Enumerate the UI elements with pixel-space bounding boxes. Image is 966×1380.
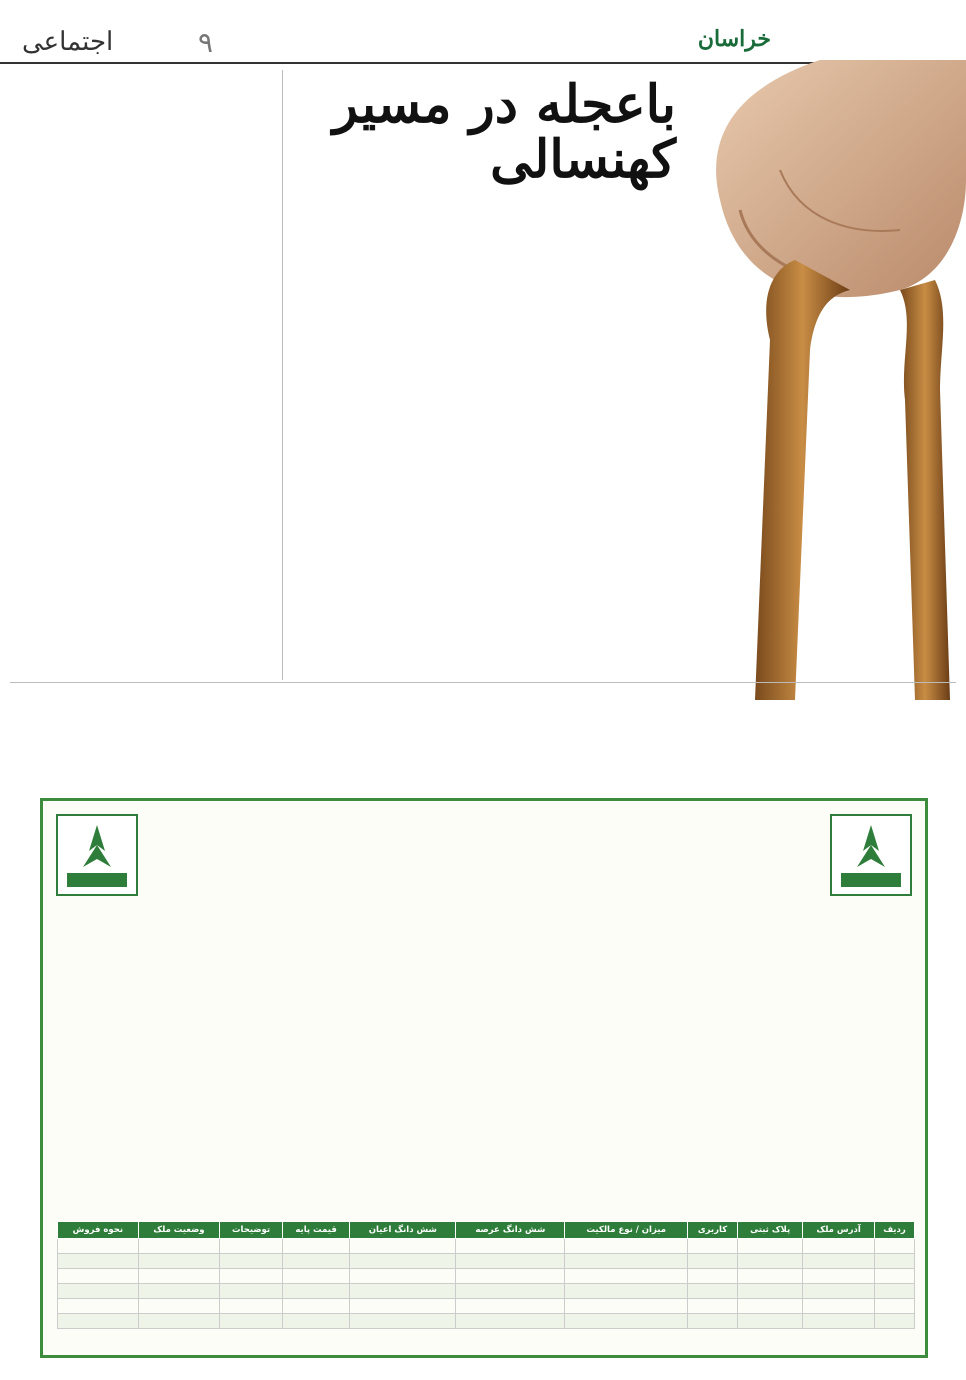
table-cell — [282, 1299, 349, 1314]
table-cell — [282, 1254, 349, 1269]
table-cell — [282, 1269, 349, 1284]
table-cell — [350, 1269, 456, 1284]
table-cell — [565, 1314, 688, 1329]
table-row — [58, 1299, 915, 1314]
table-row — [58, 1254, 915, 1269]
table-body — [58, 1239, 915, 1329]
section-title: اجتماعی — [22, 27, 114, 57]
table-cell — [58, 1239, 139, 1254]
table-cell — [737, 1299, 802, 1314]
table-cell — [874, 1299, 914, 1314]
table-cell — [138, 1239, 220, 1254]
table-cell — [737, 1269, 802, 1284]
table-cell — [350, 1314, 456, 1329]
table-header-cell: شش دانگ عرصه — [456, 1222, 565, 1239]
table-header-cell: پلاک ثبتی — [737, 1222, 802, 1239]
table-cell — [803, 1284, 875, 1299]
table-cell — [58, 1269, 139, 1284]
table-cell — [565, 1254, 688, 1269]
table-cell — [874, 1269, 914, 1284]
table-cell — [456, 1314, 565, 1329]
horizontal-divider — [10, 682, 956, 683]
table-cell — [688, 1269, 738, 1284]
article-col-4 — [716, 488, 926, 678]
table-cell — [456, 1239, 565, 1254]
table-header-cell: توضیحات — [220, 1222, 283, 1239]
table-cell — [803, 1254, 875, 1269]
table-header-cell: آدرس ملک — [803, 1222, 875, 1239]
table-cell — [803, 1239, 875, 1254]
table-cell — [456, 1299, 565, 1314]
table-cell — [565, 1239, 688, 1254]
table-cell — [456, 1269, 565, 1284]
table-cell — [688, 1284, 738, 1299]
table-cell — [874, 1254, 914, 1269]
table-cell — [220, 1299, 283, 1314]
table-cell — [565, 1299, 688, 1314]
page-number: ۹ — [197, 25, 213, 59]
hand-shape — [716, 60, 966, 297]
table-cell — [803, 1299, 875, 1314]
table-cell — [456, 1284, 565, 1299]
left-story-1 — [15, 70, 275, 410]
table-header-row — [58, 1222, 915, 1239]
table-cell — [282, 1239, 349, 1254]
table-row — [58, 1239, 915, 1254]
table-cell — [138, 1254, 220, 1269]
table-cell — [138, 1314, 220, 1329]
newspaper-logo: خراسان — [697, 26, 771, 52]
table-cell — [350, 1254, 456, 1269]
table-cell — [688, 1314, 738, 1329]
table-cell — [220, 1284, 283, 1299]
article-col-3 — [271, 205, 401, 675]
table-cell — [350, 1239, 456, 1254]
table-cell — [220, 1269, 283, 1284]
table-cell — [138, 1299, 220, 1314]
page-header — [0, 22, 966, 64]
left-story-2 — [15, 400, 275, 680]
bank-logo-right — [827, 811, 915, 899]
table-header-cell: نحوه فروش — [58, 1222, 139, 1239]
table-header-cell: وضعیت ملک — [138, 1222, 220, 1239]
table-cell — [138, 1269, 220, 1284]
table-header-cell: ردیف — [874, 1222, 914, 1239]
table-header-cell: شش دانگ اعیان — [350, 1222, 456, 1239]
table-cell — [350, 1284, 456, 1299]
table-row — [58, 1314, 915, 1329]
property-table — [57, 1221, 915, 1329]
table-header-cell: قیمت پایه — [282, 1222, 349, 1239]
table-cell — [874, 1314, 914, 1329]
table-cell — [737, 1254, 802, 1269]
table-cell — [58, 1254, 139, 1269]
table-cell — [282, 1284, 349, 1299]
table-cell — [688, 1254, 738, 1269]
table-cell — [220, 1254, 283, 1269]
section-label — [10, 22, 225, 62]
table-cell — [58, 1299, 139, 1314]
table-cell — [565, 1269, 688, 1284]
table-cell — [874, 1239, 914, 1254]
table-cell — [688, 1299, 738, 1314]
table-header-cell: کاربری — [688, 1222, 738, 1239]
table-cell — [874, 1284, 914, 1299]
table-cell — [282, 1314, 349, 1329]
table-row — [58, 1269, 915, 1284]
table-cell — [138, 1284, 220, 1299]
table-cell — [58, 1284, 139, 1299]
table-cell — [737, 1314, 802, 1329]
table-cell — [737, 1239, 802, 1254]
table-cell — [803, 1269, 875, 1284]
table-cell — [350, 1299, 456, 1314]
science-story — [15, 688, 955, 788]
article-col-1 — [556, 205, 696, 675]
bank-logo-left — [53, 811, 141, 899]
auction-ad — [40, 798, 928, 1358]
main-headline: باعجله در مسیر کهنسالی — [332, 74, 676, 190]
column-divider — [282, 70, 283, 680]
article-col-2 — [411, 205, 546, 675]
table-cell — [220, 1314, 283, 1329]
table-cell — [565, 1284, 688, 1299]
table-cell — [803, 1314, 875, 1329]
table-cell — [220, 1239, 283, 1254]
ad-conditions — [57, 903, 911, 1203]
table-cell — [737, 1284, 802, 1299]
table-cell — [688, 1239, 738, 1254]
table-cell — [456, 1254, 565, 1269]
table-cell — [58, 1314, 139, 1329]
ad-note — [57, 1205, 911, 1217]
table-row — [58, 1284, 915, 1299]
table-header-cell: میزان / نوع مالکیت — [565, 1222, 688, 1239]
